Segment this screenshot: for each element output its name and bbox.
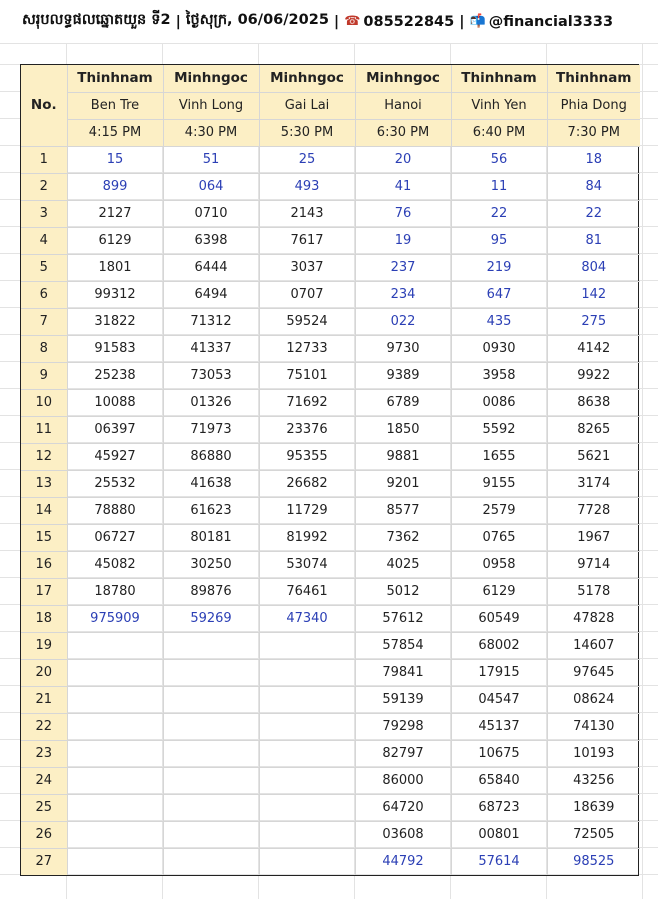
result-cell: 142 — [547, 281, 640, 308]
result-cell: 03608 — [355, 821, 451, 848]
result-cell: 3037 — [259, 254, 355, 281]
result-cell — [259, 848, 355, 875]
table-row — [21, 227, 640, 254]
result-cell — [67, 713, 163, 740]
table-row — [21, 524, 640, 551]
result-cell: 275 — [547, 308, 640, 335]
row-number: 2 — [21, 173, 67, 200]
separator: | — [175, 13, 181, 30]
result-cell — [67, 632, 163, 659]
table-row — [21, 497, 640, 524]
result-cell: 9730 — [355, 335, 451, 362]
result-cell: 6789 — [355, 389, 451, 416]
result-cell: 435 — [451, 308, 547, 335]
province-header: Ben Tre — [67, 92, 163, 119]
result-cell: 18780 — [67, 578, 163, 605]
result-cell: 022 — [355, 308, 451, 335]
result-cell: 0707 — [259, 281, 355, 308]
result-cell: 9922 — [547, 362, 640, 389]
result-cell — [163, 632, 259, 659]
result-cell: 18639 — [547, 794, 640, 821]
result-cell: 51 — [163, 146, 259, 173]
result-cell — [163, 767, 259, 794]
result-cell: 82797 — [355, 740, 451, 767]
telephone-icon: ☎ — [344, 14, 361, 29]
draw-time-header: 6:30 PM — [355, 119, 451, 146]
result-cell: 23376 — [259, 416, 355, 443]
separator: | — [333, 13, 340, 30]
result-cell: 6444 — [163, 254, 259, 281]
result-cell — [67, 848, 163, 875]
table-row — [21, 281, 640, 308]
table-row — [21, 173, 640, 200]
result-cell: 31822 — [67, 308, 163, 335]
result-cell: 00801 — [451, 821, 547, 848]
result-cell: 74130 — [547, 713, 640, 740]
row-number: 25 — [21, 794, 67, 821]
result-cell: 86000 — [355, 767, 451, 794]
result-cell — [259, 659, 355, 686]
result-cell — [67, 794, 163, 821]
result-cell: 9389 — [355, 362, 451, 389]
result-cell: 1655 — [451, 443, 547, 470]
result-cell — [259, 821, 355, 848]
table-row — [21, 686, 640, 713]
result-cell: 11 — [451, 173, 547, 200]
result-cell: 86880 — [163, 443, 259, 470]
result-cell — [67, 659, 163, 686]
result-cell: 1967 — [547, 524, 640, 551]
result-cell: 25532 — [67, 470, 163, 497]
result-cell: 219 — [451, 254, 547, 281]
result-cell: 61623 — [163, 497, 259, 524]
result-cell: 76461 — [259, 578, 355, 605]
result-cell: 79298 — [355, 713, 451, 740]
result-cell: 53074 — [259, 551, 355, 578]
table-row — [21, 578, 640, 605]
result-cell: 43256 — [547, 767, 640, 794]
result-cell: 71973 — [163, 416, 259, 443]
result-cell: 647 — [451, 281, 547, 308]
row-number: 18 — [21, 605, 67, 632]
result-cell: 41337 — [163, 335, 259, 362]
report-date: ថ្ងៃសុក្រ, 06/06/2025 — [185, 12, 329, 28]
province-header: Gai Lai — [259, 92, 355, 119]
result-cell: 5178 — [547, 578, 640, 605]
result-cell: 89876 — [163, 578, 259, 605]
table-row — [21, 848, 640, 875]
row-number: 15 — [21, 524, 67, 551]
result-cell: 3958 — [451, 362, 547, 389]
phone-number: 085522845 — [363, 13, 455, 30]
province-header: Vinh Long — [163, 92, 259, 119]
result-cell: 20 — [355, 146, 451, 173]
provider-header: Minhngoc — [163, 65, 259, 92]
result-cell: 1801 — [67, 254, 163, 281]
table-row — [21, 254, 640, 281]
result-cell: 7362 — [355, 524, 451, 551]
result-cell: 95 — [451, 227, 547, 254]
table-row — [21, 551, 640, 578]
result-cell — [163, 686, 259, 713]
result-cell — [163, 659, 259, 686]
result-cell: 493 — [259, 173, 355, 200]
result-cell: 41 — [355, 173, 451, 200]
result-cell — [67, 686, 163, 713]
table-row — [21, 767, 640, 794]
result-cell: 8265 — [547, 416, 640, 443]
row-number: 22 — [21, 713, 67, 740]
result-cell: 79841 — [355, 659, 451, 686]
results-sheet — [20, 64, 639, 876]
result-cell: 6398 — [163, 227, 259, 254]
provider-header: Thinhnam — [67, 65, 163, 92]
result-cell: 14607 — [547, 632, 640, 659]
draw-time-header: 4:15 PM — [67, 119, 163, 146]
result-cell — [259, 767, 355, 794]
provider-header: Minhngoc — [355, 65, 451, 92]
result-cell — [163, 848, 259, 875]
result-cell: 45927 — [67, 443, 163, 470]
result-cell — [163, 740, 259, 767]
result-cell: 47340 — [259, 605, 355, 632]
result-cell: 30250 — [163, 551, 259, 578]
row-number: 4 — [21, 227, 67, 254]
no-column-header: No. — [21, 65, 67, 146]
row-number: 27 — [21, 848, 67, 875]
province-header: Phia Dong — [547, 92, 640, 119]
table-row — [21, 362, 640, 389]
result-cell: 18 — [547, 146, 640, 173]
result-cell: 237 — [355, 254, 451, 281]
row-number: 21 — [21, 686, 67, 713]
row-number: 19 — [21, 632, 67, 659]
result-cell: 78880 — [67, 497, 163, 524]
result-cell: 71692 — [259, 389, 355, 416]
result-cell: 2127 — [67, 200, 163, 227]
result-cell: 57614 — [451, 848, 547, 875]
table-row — [21, 605, 640, 632]
result-cell: 04547 — [451, 686, 547, 713]
table-row — [21, 308, 640, 335]
result-cell: 57612 — [355, 605, 451, 632]
row-number: 12 — [21, 443, 67, 470]
result-cell: 59139 — [355, 686, 451, 713]
row-number: 3 — [21, 200, 67, 227]
social-handle: @financial3333 — [488, 13, 614, 30]
result-cell: 8577 — [355, 497, 451, 524]
result-cell: 75101 — [259, 362, 355, 389]
provider-header: Thinhnam — [451, 65, 547, 92]
result-cell — [67, 821, 163, 848]
draw-time-header: 4:30 PM — [163, 119, 259, 146]
result-cell: 5621 — [547, 443, 640, 470]
result-cell — [163, 821, 259, 848]
table-row — [21, 146, 640, 173]
result-cell: 6129 — [451, 578, 547, 605]
provider-header: Thinhnam — [547, 65, 640, 92]
report-header — [0, 0, 658, 44]
result-cell: 2579 — [451, 497, 547, 524]
result-cell: 0765 — [451, 524, 547, 551]
result-cell: 7728 — [547, 497, 640, 524]
result-cell: 9201 — [355, 470, 451, 497]
result-cell: 57854 — [355, 632, 451, 659]
result-cell: 899 — [67, 173, 163, 200]
result-cell: 01326 — [163, 389, 259, 416]
result-cell: 1850 — [355, 416, 451, 443]
row-number: 26 — [21, 821, 67, 848]
result-cell: 22 — [451, 200, 547, 227]
result-cell: 5592 — [451, 416, 547, 443]
table-row — [21, 389, 640, 416]
result-cell: 81 — [547, 227, 640, 254]
result-cell: 73053 — [163, 362, 259, 389]
row-number: 17 — [21, 578, 67, 605]
result-cell: 6129 — [67, 227, 163, 254]
result-cell: 91583 — [67, 335, 163, 362]
result-cell: 06727 — [67, 524, 163, 551]
table-row — [21, 659, 640, 686]
result-cell: 47828 — [547, 605, 640, 632]
result-cell — [67, 740, 163, 767]
row-number: 13 — [21, 470, 67, 497]
row-number: 7 — [21, 308, 67, 335]
result-cell: 41638 — [163, 470, 259, 497]
result-cell: 12733 — [259, 335, 355, 362]
result-cell — [259, 794, 355, 821]
result-cell — [259, 740, 355, 767]
row-number: 1 — [21, 146, 67, 173]
separator: | — [459, 13, 465, 30]
table-row — [21, 821, 640, 848]
result-cell: 11729 — [259, 497, 355, 524]
table-row — [21, 200, 640, 227]
result-cell: 804 — [547, 254, 640, 281]
result-cell: 064 — [163, 173, 259, 200]
result-cell: 234 — [355, 281, 451, 308]
result-cell: 17915 — [451, 659, 547, 686]
table-row — [21, 470, 640, 497]
result-cell: 10193 — [547, 740, 640, 767]
result-cell: 10088 — [67, 389, 163, 416]
result-cell: 4142 — [547, 335, 640, 362]
province-header: Vinh Yen — [451, 92, 547, 119]
result-cell — [259, 686, 355, 713]
result-cell: 10675 — [451, 740, 547, 767]
result-cell: 64720 — [355, 794, 451, 821]
result-cell: 68723 — [451, 794, 547, 821]
result-cell: 98525 — [573, 854, 615, 870]
table-row — [21, 443, 640, 470]
province-header: Hanoi — [355, 92, 451, 119]
result-cell: 22 — [547, 200, 640, 227]
table-row — [21, 713, 640, 740]
result-cell: 80181 — [163, 524, 259, 551]
row-number: 24 — [21, 767, 67, 794]
result-cell: 9155 — [451, 470, 547, 497]
result-cell: 2143 — [259, 200, 355, 227]
report-title: សរុបលទ្ធផលឆ្នោតយួន ទី2 — [22, 12, 171, 28]
result-cell: 25238 — [67, 362, 163, 389]
result-cell: 26682 — [259, 470, 355, 497]
result-cell: 59269 — [163, 605, 259, 632]
result-cell: 65840 — [451, 767, 547, 794]
result-cell: 59524 — [259, 308, 355, 335]
result-cell: 4025 — [355, 551, 451, 578]
result-cell: 3174 — [547, 470, 640, 497]
result-cell — [67, 767, 163, 794]
result-cell: 76 — [355, 200, 451, 227]
result-cell: 19 — [355, 227, 451, 254]
result-cell: 99312 — [67, 281, 163, 308]
result-cell — [259, 632, 355, 659]
result-cell: 7617 — [259, 227, 355, 254]
result-cell: 97645 — [547, 659, 640, 686]
result-cell: 0710 — [163, 200, 259, 227]
result-cell: 0086 — [451, 389, 547, 416]
lottery-results-table — [21, 65, 640, 875]
table-row — [21, 335, 640, 362]
draw-time-header: 6:40 PM — [451, 119, 547, 146]
row-number: 6 — [21, 281, 67, 308]
result-cell: 95355 — [259, 443, 355, 470]
row-number: 9 — [21, 362, 67, 389]
table-row — [21, 794, 640, 821]
result-cell: 15 — [67, 146, 163, 173]
table-row — [21, 632, 640, 659]
result-cell: 975909 — [67, 605, 163, 632]
result-cell: 45137 — [451, 713, 547, 740]
table-row — [21, 740, 640, 767]
mailbox-icon: 📬 — [469, 14, 486, 29]
result-cell: 44792 — [355, 848, 451, 875]
result-cell: 08624 — [547, 686, 640, 713]
result-cell: 8638 — [547, 389, 640, 416]
result-cell: 5012 — [355, 578, 451, 605]
row-number: 5 — [21, 254, 67, 281]
result-cell: 81992 — [259, 524, 355, 551]
result-cell: 72505 — [547, 821, 640, 848]
result-cell: 0958 — [451, 551, 547, 578]
result-cell: 06397 — [67, 416, 163, 443]
result-cell: 25 — [259, 146, 355, 173]
result-cell: 71312 — [163, 308, 259, 335]
row-number: 14 — [21, 497, 67, 524]
row-number: 8 — [21, 335, 67, 362]
result-cell: 56 — [451, 146, 547, 173]
result-cell: 60549 — [451, 605, 547, 632]
draw-time-header: 7:30 PM — [547, 119, 640, 146]
row-number: 10 — [21, 389, 67, 416]
result-cell — [163, 713, 259, 740]
row-number: 11 — [21, 416, 67, 443]
provider-header: Minhngoc — [259, 65, 355, 92]
row-number: 16 — [21, 551, 67, 578]
result-cell: 84 — [547, 173, 640, 200]
result-cell: 6494 — [163, 281, 259, 308]
result-cell: 68002 — [451, 632, 547, 659]
result-cell: 0930 — [451, 335, 547, 362]
row-number: 20 — [21, 659, 67, 686]
result-cell: 9881 — [355, 443, 451, 470]
result-cell — [163, 794, 259, 821]
draw-time-header: 5:30 PM — [259, 119, 355, 146]
result-cell: 45082 — [67, 551, 163, 578]
table-row — [21, 416, 640, 443]
row-number: 23 — [21, 740, 67, 767]
result-cell: 9714 — [547, 551, 640, 578]
result-cell — [259, 713, 355, 740]
